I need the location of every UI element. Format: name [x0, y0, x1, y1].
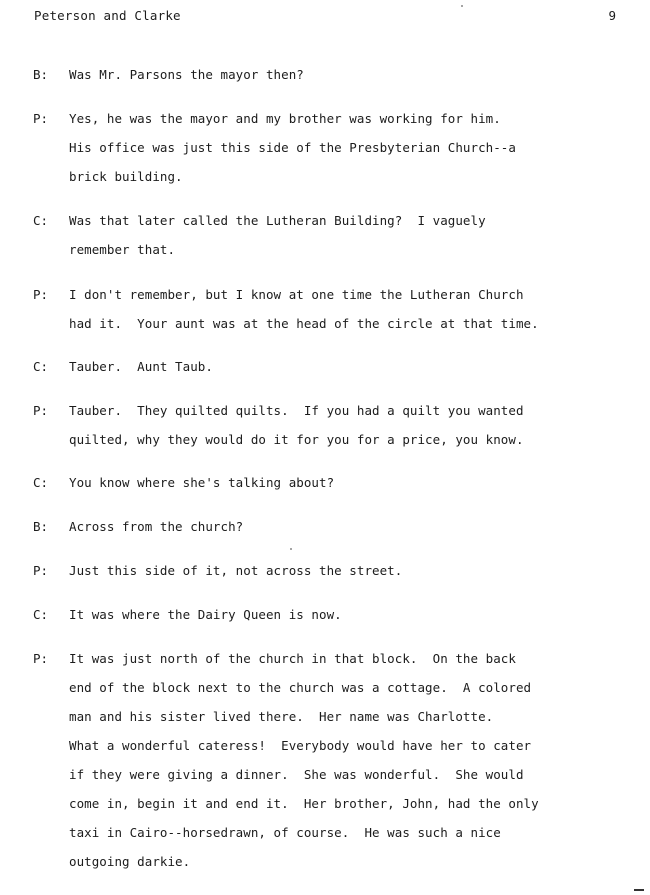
speech-text: [69, 60, 629, 89]
speech-text: [69, 512, 629, 541]
speaker-label: P:: [33, 287, 49, 302]
speech-line: man and his sister lived there. Her name was Charlotte.: [69, 709, 494, 724]
speaker-label: P:: [33, 563, 49, 578]
speaker-label: P:: [33, 403, 49, 418]
speech-line: Tauber. They quilted quilts. If you had a quilt you wanted: [69, 403, 524, 418]
speaker-label: P:: [33, 111, 49, 126]
speech-text: [69, 600, 629, 629]
speech-line: taxi in Cairo--horsedrawn, of course. He was such a nice: [69, 825, 501, 840]
page-header-title: Peterson and Clarke: [34, 8, 181, 23]
speaker-label: B:: [33, 519, 49, 534]
speech-line: brick building.: [69, 169, 183, 184]
speaker-label: C:: [33, 475, 49, 490]
speech-text: [69, 104, 629, 191]
speech-line: It was just north of the church in that block. On the back: [69, 651, 516, 666]
speech-line: Just this side of it, not across the street.: [69, 563, 403, 578]
speaker-label: P:: [33, 651, 49, 666]
speech-text: [69, 280, 629, 338]
speech-line: remember that.: [69, 242, 176, 257]
speech-text: [69, 396, 629, 454]
speaker-label: C:: [33, 213, 49, 228]
speaker-label: C:: [33, 359, 49, 374]
speech-line: end of the block next to the church was a cottage. A colored: [69, 680, 532, 695]
speech-line: It was where the Dairy Queen is now.: [69, 607, 342, 622]
speech-line: quilted, why they would do it for you for a price, you know.: [69, 432, 524, 447]
speech-text: [69, 352, 629, 381]
scan-speck: [290, 548, 292, 550]
speech-line: You know where she's talking about?: [69, 475, 335, 490]
speech-line: come in, begin it and end it. Her brother, John, had the only: [69, 796, 539, 811]
speech-line: I don't remember, but I know at one time the Lutheran Church: [69, 287, 524, 302]
page-number: 9: [608, 8, 616, 23]
speaker-label: B:: [33, 67, 49, 82]
speech-line: outgoing darkie.: [69, 854, 191, 869]
speech-line: His office was just this side of the Presbyterian Church--a: [69, 140, 516, 155]
speech-line: Was that later called the Lutheran Building? I vaguely: [69, 213, 486, 228]
speech-line: What a wonderful cateress! Everybody would have her to cater: [69, 738, 532, 753]
scan-mark: [634, 889, 644, 891]
speech-text: [69, 206, 629, 264]
speech-line: Across from the church?: [69, 519, 244, 534]
speaker-label: C:: [33, 607, 49, 622]
speech-text: [69, 468, 629, 497]
speech-line: if they were giving a dinner. She was wonderful. She would: [69, 767, 524, 782]
speech-text: [69, 644, 629, 876]
scan-speck: [461, 5, 463, 7]
speech-line: had it. Your aunt was at the head of the circle at that time.: [69, 316, 539, 331]
speech-line: Yes, he was the mayor and my brother was working for him.: [69, 111, 501, 126]
speech-line: Tauber. Aunt Taub.: [69, 359, 213, 374]
speech-text: [69, 556, 629, 585]
speech-line: Was Mr. Parsons the mayor then?: [69, 67, 304, 82]
